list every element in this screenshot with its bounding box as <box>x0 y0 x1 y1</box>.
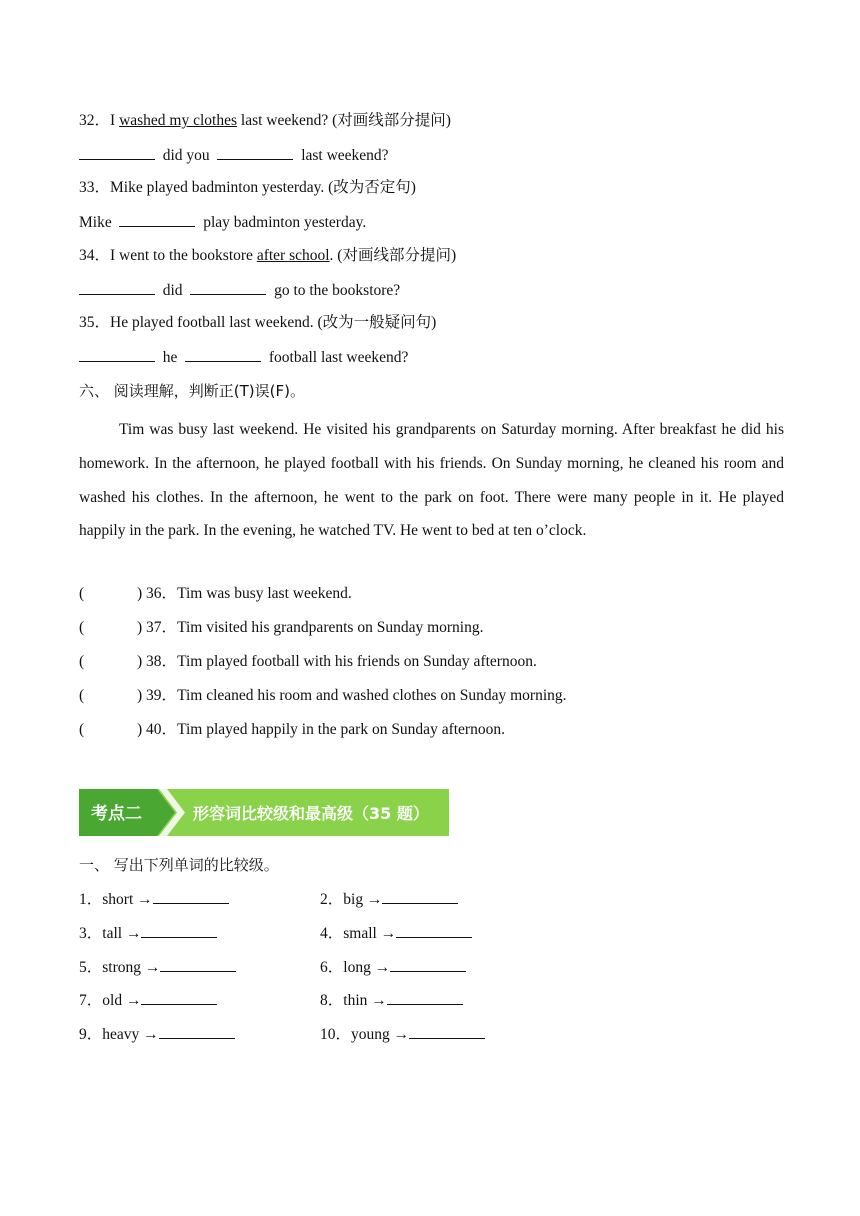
word-text: old → <box>102 992 142 1009</box>
tf-item-39 <box>79 686 567 706</box>
question-number: 7． <box>79 992 103 1009</box>
instruction-note: (改为否定句) <box>328 179 416 196</box>
paren-close: ) <box>137 619 143 636</box>
answer-paren[interactable]: ( <box>79 721 85 738</box>
question-number: 3． <box>79 925 103 942</box>
word-item-5 <box>79 957 236 978</box>
answer-35 <box>79 347 408 368</box>
answer-paren[interactable]: ( <box>79 653 85 670</box>
question-text: He played football last weekend. <box>110 314 318 331</box>
answer-blank[interactable] <box>387 990 463 1005</box>
question-33 <box>79 178 416 198</box>
word-text: tall → <box>102 925 142 942</box>
paren-close: ) <box>137 585 143 602</box>
answer-blank[interactable] <box>153 889 229 904</box>
answer-text: go to the bookstore? <box>274 282 401 299</box>
word-item-3 <box>79 923 217 944</box>
word-item-7 <box>79 990 217 1011</box>
question-number: 37． <box>146 619 178 636</box>
answer-blank[interactable] <box>160 957 236 972</box>
tf-item-37 <box>79 618 483 638</box>
answer-blank[interactable] <box>79 280 155 295</box>
word-text: small → <box>343 925 397 942</box>
underlined-phrase: washed my clothes <box>119 112 238 129</box>
tf-item-36 <box>79 584 352 604</box>
banner-graphic <box>79 789 449 836</box>
tf-item-38 <box>79 652 537 672</box>
question-number: 32． <box>79 112 111 129</box>
question-32 <box>79 111 451 131</box>
answer-blank[interactable] <box>390 957 466 972</box>
answer-paren[interactable]: ( <box>79 619 85 636</box>
answer-34 <box>79 280 400 301</box>
question-number: 36． <box>146 585 178 602</box>
answer-blank[interactable] <box>159 1024 235 1039</box>
banner-title: 形容词比较级和最高级（35 题） <box>193 804 429 823</box>
answer-paren[interactable]: ( <box>79 687 85 704</box>
question-number: 33． <box>79 179 111 196</box>
question-number: 9． <box>79 1026 103 1043</box>
underlined-phrase: after school <box>256 247 330 264</box>
answer-text: Mike <box>79 214 112 231</box>
instruction-note: (对画线部分提问) <box>337 247 457 264</box>
word-text: short → <box>102 891 153 908</box>
question-number: 35． <box>79 314 111 331</box>
instruction-note: (改为一般疑问句) <box>317 314 437 331</box>
word-item-10 <box>320 1024 485 1045</box>
question-text: I <box>110 112 120 129</box>
question-text: Tim visited his grandparents on Sunday morning. <box>177 619 484 636</box>
answer-text: did you <box>162 147 210 164</box>
reading-passage: Tim was busy last weekend. He visited his grandparents on Saturday morning. After breakfast he did his homework. In the afternoon, he played football with his friends. On Sunday morning, he cleaned his room and washed his clothes. In the afternoon, he went to the park on foot. There were many people in it. He played happily in the park. In the evening, he watched TV. He went to bed at ten o’clock. <box>79 421 784 540</box>
question-text: . <box>329 247 338 264</box>
paren-close: ) <box>137 653 143 670</box>
question-text: last weekend? <box>237 112 333 129</box>
answer-text: football last weekend? <box>268 349 409 366</box>
question-number: 38． <box>146 653 178 670</box>
section-banner <box>79 789 449 836</box>
question-number: 39． <box>146 687 178 704</box>
answer-text: he <box>162 349 178 366</box>
answer-blank[interactable] <box>409 1024 485 1039</box>
answer-blank[interactable] <box>119 212 195 227</box>
word-item-8 <box>320 990 463 1011</box>
question-34 <box>79 246 456 266</box>
word-text: thin → <box>343 992 387 1009</box>
answer-blank[interactable] <box>141 990 217 1005</box>
answer-blank[interactable] <box>190 280 266 295</box>
word-text: long → <box>343 959 391 976</box>
question-35 <box>79 313 436 333</box>
word-text: young → <box>351 1026 410 1043</box>
answer-32 <box>79 145 389 166</box>
question-number: 34． <box>79 247 111 264</box>
answer-blank[interactable] <box>79 347 155 362</box>
question-text: Tim played football with his friends on Sunday afternoon. <box>177 653 537 670</box>
word-item-2 <box>320 889 458 910</box>
section-heading-reading: 六、 阅读理解，判断正(T)误(F)。 <box>79 382 305 400</box>
question-number: 4． <box>320 925 344 942</box>
question-number: 8． <box>320 992 344 1009</box>
answer-text: play badminton yesterday. <box>203 214 367 231</box>
tf-item-40 <box>79 720 505 740</box>
word-text: big → <box>343 891 383 908</box>
question-number: 2． <box>320 891 344 908</box>
question-number: 40． <box>146 721 178 738</box>
word-item-1 <box>79 889 229 910</box>
question-text: Tim was busy last weekend. <box>177 585 352 602</box>
answer-paren[interactable]: ( <box>79 585 85 602</box>
answer-blank[interactable] <box>396 923 472 938</box>
paren-close: ) <box>137 721 143 738</box>
word-item-9 <box>79 1024 235 1045</box>
word-text: heavy → <box>102 1026 159 1043</box>
answer-blank[interactable] <box>141 923 217 938</box>
word-item-4 <box>320 923 472 944</box>
answer-33 <box>79 212 366 233</box>
instruction-note: (对画线部分提问) <box>332 112 451 129</box>
answer-text: last weekend? <box>301 147 389 164</box>
question-text: Tim cleaned his room and washed clothes on Sunday morning. <box>177 687 567 704</box>
question-text: I went to the bookstore <box>110 247 257 264</box>
answer-blank[interactable] <box>382 889 458 904</box>
answer-blank[interactable] <box>79 145 155 160</box>
question-text: Mike played badminton yesterday. <box>110 179 329 196</box>
answer-blank[interactable] <box>217 145 293 160</box>
answer-text: did <box>162 282 183 299</box>
word-item-6 <box>320 957 466 978</box>
section-heading-comparative: 一、 写出下列单词的比较级。 <box>79 856 279 874</box>
banner-tag: 考点二 <box>91 804 142 824</box>
paren-close: ) <box>137 687 143 704</box>
question-number: 5． <box>79 959 103 976</box>
question-number: 10． <box>320 1026 352 1043</box>
answer-blank[interactable] <box>185 347 261 362</box>
question-number: 6． <box>320 959 344 976</box>
word-text: strong → <box>102 959 161 976</box>
question-text: Tim played happily in the park on Sunday afternoon. <box>177 721 505 738</box>
question-number: 1． <box>79 891 103 908</box>
